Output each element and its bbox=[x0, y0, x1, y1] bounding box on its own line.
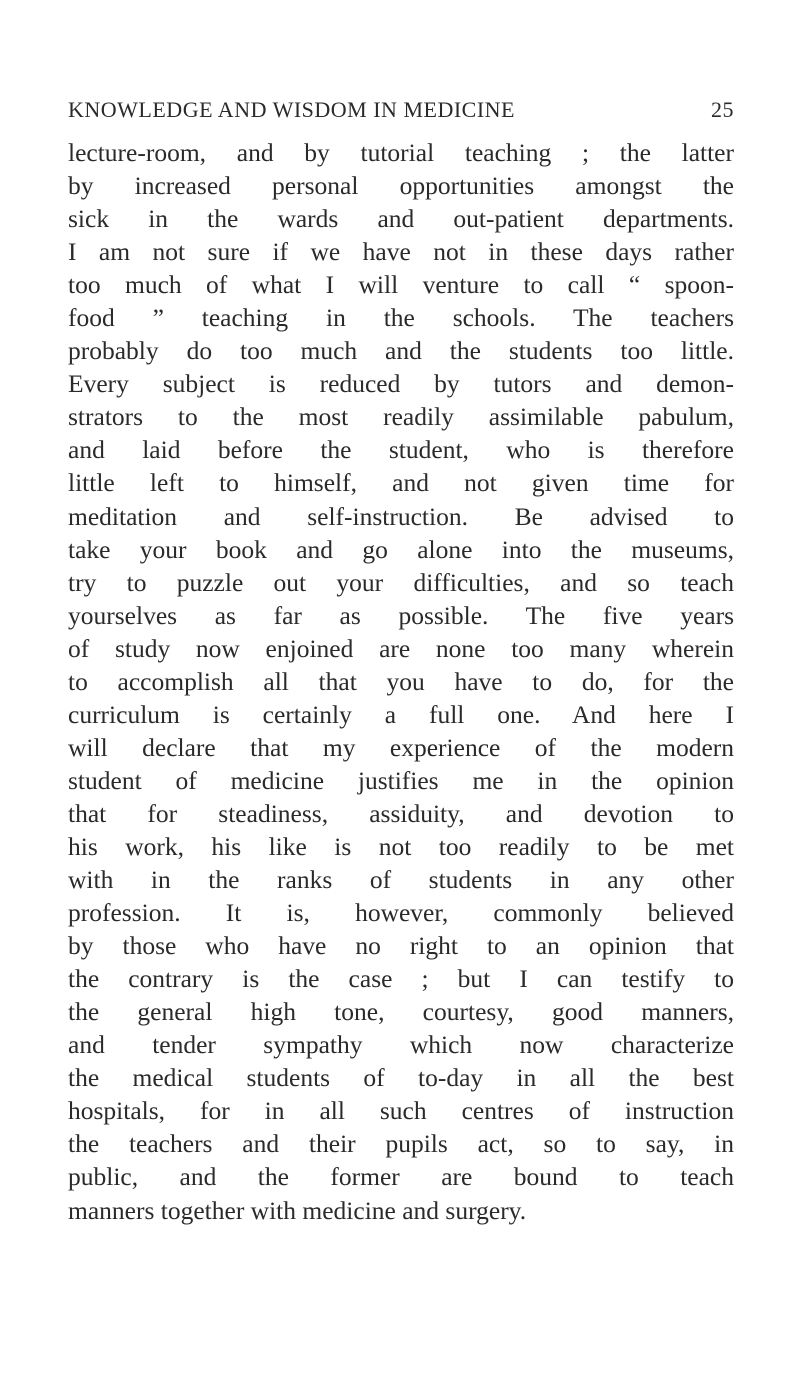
text-line: public, and the former are bound to teach bbox=[68, 1162, 734, 1192]
text-line: hospitals, for in all such centres of instruction bbox=[68, 1096, 734, 1126]
text-line: food ” teaching in the schools. The teachers bbox=[68, 303, 734, 333]
text-line: yourselves as far as possible. The five years bbox=[68, 600, 734, 630]
text-line: his work, his like is not too readily to be met bbox=[68, 831, 734, 861]
text-line: meditation and self-instruction. Be advised to bbox=[68, 501, 734, 531]
text-line: with in the ranks of students in any other bbox=[68, 865, 734, 895]
text-line: that for steadiness, assiduity, and devotion to bbox=[68, 798, 734, 828]
running-head bbox=[68, 90, 734, 130]
text-line: strators to the most readily assimilable pabulum, bbox=[68, 402, 734, 432]
text-line: by increased personal opportunities amongst the bbox=[68, 171, 734, 201]
text-line: the medical students of to-day in all the best bbox=[68, 1063, 734, 1093]
text-line: to accomplish all that you have to do, for the bbox=[68, 666, 734, 696]
text-line: will declare that my experience of the modern bbox=[68, 732, 734, 762]
running-title: KNOWLEDGE AND WISDOM IN MEDICINE bbox=[68, 97, 515, 122]
text-line: and laid before the student, who is therefore bbox=[68, 435, 734, 465]
text-line: little left to himself, and not given time for bbox=[68, 468, 734, 498]
text-line: the general high tone, courtesy, good manners, bbox=[68, 997, 734, 1027]
text-line: take your book and go alone into the museums, bbox=[68, 534, 734, 564]
text-line: and tender sympathy which now characterize bbox=[68, 1030, 734, 1060]
text-line: I am not sure if we have not in these days rather bbox=[68, 237, 734, 267]
text-line: sick in the wards and out-patient departments. bbox=[68, 204, 734, 234]
body-paragraph bbox=[68, 136, 734, 1227]
text-line: the teachers and their pupils act, so to say, in bbox=[68, 1129, 734, 1159]
text-line: by those who have no right to an opinion that bbox=[68, 931, 734, 961]
page-number: 25 bbox=[711, 97, 734, 122]
text-line: manners together with medicine and surgery. bbox=[68, 1195, 527, 1225]
text-line: student of medicine justifies me in the opinion bbox=[68, 765, 734, 795]
text-line: too much of what I will venture to call “ spoon- bbox=[68, 270, 734, 300]
text-line: profession. It is, however, commonly believed bbox=[68, 898, 734, 928]
text-line: lecture-room, and by tutorial teaching ; the latter bbox=[68, 138, 734, 167]
text-line: Every subject is reduced by tutors and demon- bbox=[68, 369, 734, 399]
text-line: the contrary is the case ; but I can testify to bbox=[68, 964, 734, 994]
text-line: curriculum is certainly a full one. And here I bbox=[68, 699, 734, 729]
text-line: of study now enjoined are none too many wherein bbox=[68, 633, 734, 663]
text-line: probably do too much and the students too little. bbox=[68, 336, 734, 366]
text-line: try to puzzle out your difficulties, and so teach bbox=[68, 567, 734, 597]
